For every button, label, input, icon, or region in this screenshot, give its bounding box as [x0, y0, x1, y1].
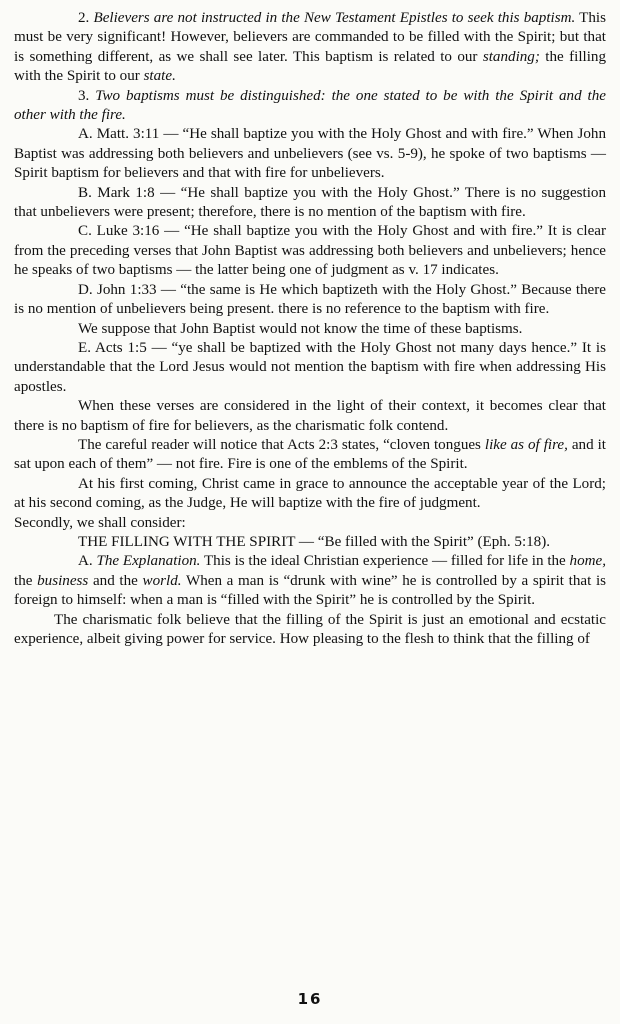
text-run: THE FILLING WITH THE SPIRIT — “Be filled with the Spirit” (Eph. 5:18). — [78, 533, 551, 550]
text-run: At his first coming, Christ came in grace to announce the acceptable year of the Lord; at his second coming, as the Judge, He will baptize with the fire of judgment. — [14, 475, 606, 512]
italic-text: like as of fire, — [484, 436, 568, 453]
text-run: 2. — [78, 10, 94, 26]
italic-text: Believers are not instructed in the New Testament Epistles to seek this baptism. — [93, 10, 576, 26]
text-run: the — [14, 572, 38, 589]
paragraph — [14, 87, 606, 126]
text-run: We suppose that John Baptist would not know the time of these baptisms. — [78, 320, 523, 337]
paragraph — [14, 184, 606, 223]
paragraph — [14, 281, 606, 320]
text-run: E. Acts 1:5 — “ye shall be baptized with the Holy Ghost not many days hence.” It is understandable that the Lord Jesus would not mention the baptism with fire when addressing His apostles. — [14, 339, 606, 395]
italic-text: Two baptisms must be distinguished: the one stated to be with the Spirit and the other with the fire. — [14, 87, 606, 124]
italic-text: business — [37, 572, 89, 589]
text-run: The charismatic folk believe that the filling of the Spirit is just an emotional and ecstatic experience, albeit giving power for service. How pleasing to the flesh to think that the filling of — [14, 611, 606, 647]
paragraph — [14, 533, 606, 552]
paragraph — [14, 339, 606, 397]
text-run: This must be very significant! However, believers are commanded to be filled with the Spirit; but that is something different, as we shall see later. This baptism is related to our — [14, 10, 606, 65]
paragraph — [14, 9, 606, 87]
text-run: A. Matt. 3:11 — “He shall baptize you with the Holy Ghost and with fire.” When John Baptist was addressing both believers and unbelievers (see vs. 5-9), he spoke of two baptisms — Spirit baptism for believers and that with fire for unbelievers. — [14, 126, 606, 182]
italic-text: standing; — [482, 48, 540, 65]
page-body — [14, 9, 606, 649]
italic-text: world. — [142, 572, 182, 589]
text-run: When a man is “drunk with wine” he is controlled by a spirit that is foreign to himself: when a man is “filled with the Spirit” he is controlled by the Spirit. — [14, 572, 607, 609]
paragraph — [14, 475, 606, 514]
italic-text: The Explanation. — [96, 553, 201, 570]
paragraph — [14, 222, 606, 280]
text-run: The careful reader will notice that Acts 2:3 states, “cloven tongues — [78, 436, 485, 453]
paragraph — [14, 320, 606, 339]
text-run: A. — [78, 553, 97, 570]
text-run: 3. — [78, 87, 96, 104]
text-run: Secondly, we shall consider: — [14, 514, 186, 531]
page-number: 16 — [297, 990, 323, 1008]
paragraph — [14, 397, 606, 436]
text-run: C. Luke 3:16 — “He shall baptize you with the Holy Ghost and with fire.” It is clear from the preceding verses that John Baptist was addressing both believers and unbelievers; hence he speaks of two baptisms — the latter being one of judgment as v. 17 indicates. — [14, 223, 606, 279]
paragraph — [14, 514, 606, 533]
text-run: When these verses are considered in the light of their context, it becomes clear that there is no baptism of fire for believers, as the charismatic folk contend. — [14, 398, 606, 434]
paragraph — [14, 436, 606, 475]
paragraph — [14, 552, 606, 610]
text-run: and the — [88, 572, 143, 589]
paragraph — [14, 611, 606, 650]
text-run: This is the ideal Christian experience — filled for life in the — [200, 553, 570, 570]
text-run: B. Mark 1:8 — “He shall baptize you with the Holy Ghost.” There is no suggestion that unbelievers were present; therefore, there is no mention of the baptism with fire. — [14, 184, 606, 221]
paragraph — [14, 125, 606, 183]
italic-text: home, — [569, 553, 607, 570]
text-run: D. John 1:33 — “the same is He which baptizeth with the Holy Ghost.” Because there is no mention of unbelievers being present. there is no reference to the baptism with fire. — [14, 281, 606, 318]
text-run: and it sat upon each of them” — not fire. Fire is one of the emblems of the Spirit. — [14, 436, 606, 473]
italic-text: state. — [143, 68, 176, 85]
text-run: the filling with the Spirit to our — [14, 48, 606, 85]
